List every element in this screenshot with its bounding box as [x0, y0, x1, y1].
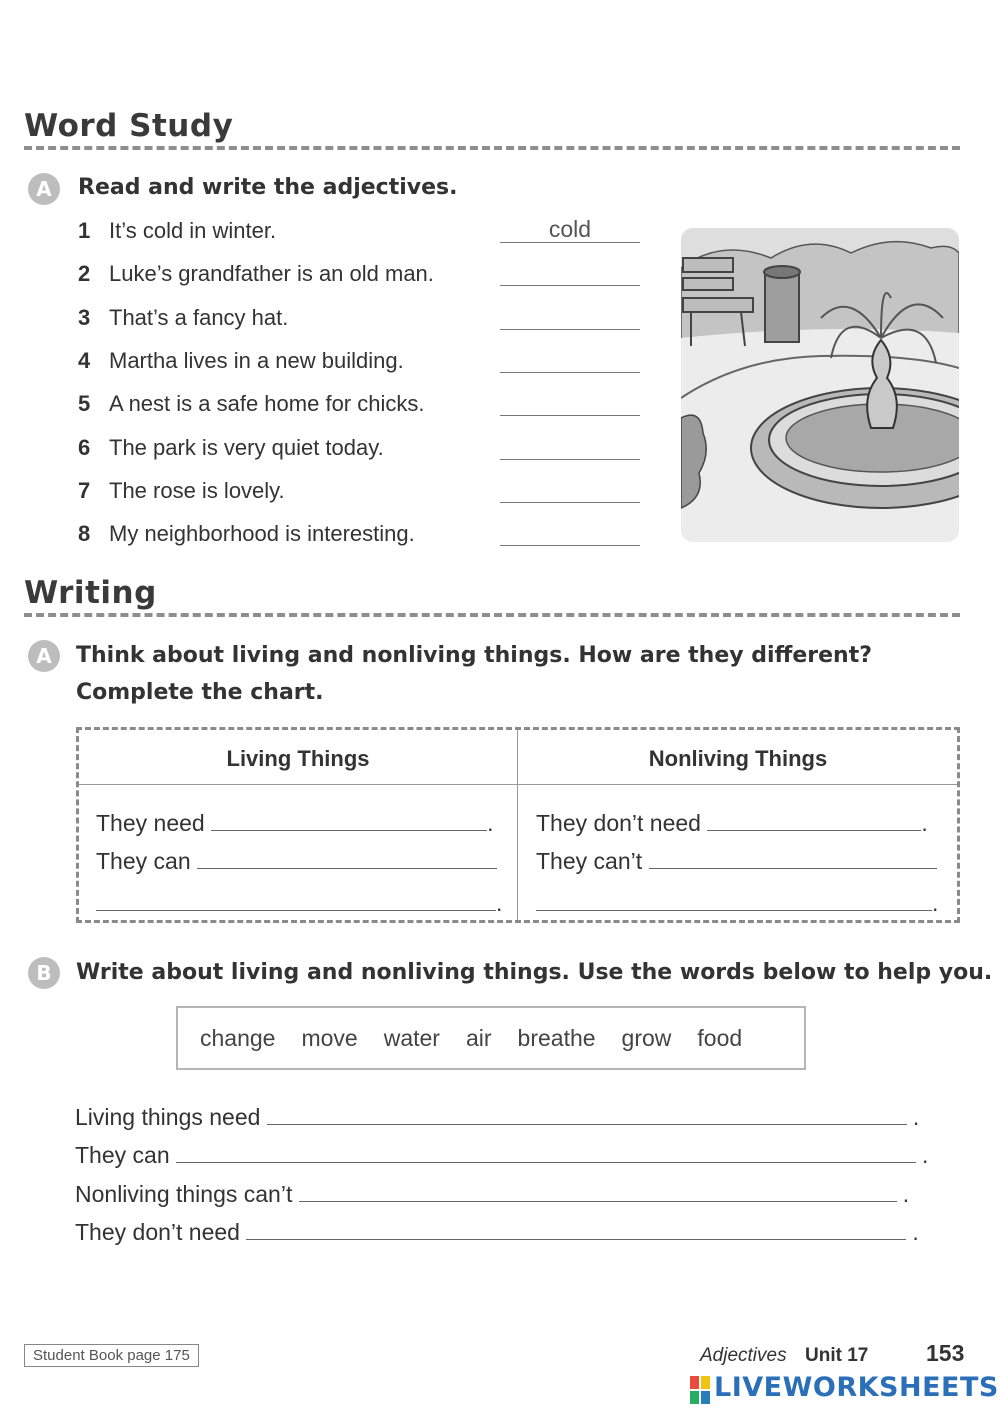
word-study-rule [24, 146, 960, 150]
word-study-item [78, 521, 415, 547]
living-can-period: . [496, 890, 503, 916]
nonliving-can-period: . [932, 890, 939, 916]
nonliving-can-row [536, 846, 937, 875]
nonliving-need-period: . [921, 810, 928, 836]
writing-b-line-3-answer[interactable] [299, 1179, 897, 1202]
word-study-badge-a: A [28, 173, 60, 205]
word-study-answer-field[interactable] [500, 303, 640, 330]
nonliving-need-answer-line[interactable] [707, 808, 921, 831]
word-study-item [78, 261, 434, 287]
nonliving-can-answer-line[interactable] [649, 846, 937, 869]
word-study-answer-field[interactable]: cold [500, 216, 640, 243]
writing-b-line-1-answer[interactable] [267, 1102, 907, 1125]
living-can-label: They can [96, 848, 191, 874]
word-study-item-text: The park is very quiet today. [109, 434, 384, 460]
nonliving-can-row-2 [536, 888, 938, 917]
writing-b-line-1 [75, 1102, 919, 1131]
writing-b-line-2-label: They can [75, 1142, 170, 1168]
word-study-answer-field[interactable] [500, 519, 640, 546]
living-things-header: Living Things [226, 746, 370, 771]
nonliving-need-row [536, 808, 928, 837]
living-can-row-2 [96, 888, 502, 917]
word-study-item-number: 4 [78, 347, 91, 373]
word-study-item [78, 218, 276, 244]
word-study-item [78, 478, 285, 504]
living-need-row [96, 808, 493, 837]
writing-b-line-4 [75, 1217, 919, 1246]
word-study-answer-field[interactable] [500, 346, 640, 373]
student-book-reference: Student Book page 175 [24, 1344, 199, 1367]
chart-header-rule [79, 784, 957, 785]
liveworksheets-logo-icon [690, 1376, 710, 1404]
footer-unit: Unit 17 [805, 1345, 869, 1366]
nonliving-can-label: They can’t [536, 848, 643, 874]
word-bank-word: air [465, 1024, 492, 1051]
writing-badge-b: B [28, 957, 60, 989]
word-study-item [78, 348, 404, 374]
word-bank-word: move [301, 1024, 358, 1051]
living-can-answer-line[interactable] [197, 846, 497, 869]
writing-b-line-3-label: Nonliving things can’t [75, 1181, 293, 1207]
writing-b-line-4-label: They don’t need [75, 1219, 240, 1245]
word-bank-word: food [697, 1024, 743, 1051]
word-study-item [78, 305, 288, 331]
writing-title: Writing [24, 575, 157, 611]
writing-b-instruction: Write about living and nonliving things. Use the words below to help you. [76, 960, 993, 985]
writing-b-line-2 [75, 1140, 928, 1169]
word-study-item-number: 8 [78, 521, 91, 547]
word-study-answer-field[interactable] [500, 476, 640, 503]
living-can-answer-line-2[interactable] [96, 888, 496, 911]
writing-badge-a: A [28, 640, 60, 672]
liveworksheets-brand: LIVEWORKSHEETS [714, 1372, 999, 1403]
nonliving-need-label: They don’t need [536, 810, 701, 836]
word-study-item [78, 391, 424, 417]
writing-b-line-2-period: . [922, 1142, 929, 1168]
writing-b-line-4-answer[interactable] [246, 1217, 906, 1240]
writing-b-line-3-period: . [902, 1181, 910, 1207]
word-bank-word: grow [621, 1024, 672, 1051]
word-study-answer-field[interactable] [500, 259, 640, 286]
living-nonliving-chart [76, 727, 960, 923]
living-need-label: They need [96, 810, 205, 836]
word-study-answer-field[interactable] [500, 433, 640, 460]
park-fountain-picture [681, 228, 959, 542]
word-study-item-number: 6 [78, 434, 91, 460]
footer-topic: Adjectives [700, 1345, 787, 1366]
nonliving-things-header: Nonliving Things [648, 746, 828, 771]
park-fountain-illustration [681, 228, 959, 542]
writing-b-line-1-period: . [912, 1104, 920, 1130]
writing-b-line-1-label: Living things need [75, 1104, 261, 1130]
living-can-row [96, 846, 497, 875]
word-study-item-number: 1 [78, 218, 91, 243]
living-need-period: . [487, 810, 494, 836]
writing-rule [24, 613, 960, 617]
word-bank [176, 1006, 806, 1070]
writing-b-line-3 [75, 1179, 909, 1208]
writing-b-line-2-answer[interactable] [176, 1140, 916, 1163]
word-study-item-text: Luke’s grandfather is an old man. [109, 261, 434, 287]
word-study-item-text: The rose is lovely. [109, 477, 285, 503]
writing-a-instruction-line1: Think about living and nonliving things. How are they different? [76, 643, 872, 668]
nonliving-can-answer-line-2[interactable] [536, 888, 932, 911]
word-study-item-number: 7 [78, 477, 91, 503]
word-study-item-text: It’s cold in winter. [109, 218, 277, 243]
word-bank-word: change [200, 1024, 276, 1051]
writing-a-instruction-line2: Complete the chart. [76, 680, 324, 705]
page-number: 153 [926, 1340, 965, 1366]
chart-divider [517, 730, 518, 920]
word-bank-word: water [383, 1024, 440, 1051]
word-study-item-number: 5 [78, 391, 91, 417]
word-bank-word: breathe [517, 1024, 596, 1051]
word-study-item-text: That’s a fancy hat. [109, 304, 289, 330]
word-study-answer-field[interactable] [500, 389, 640, 416]
word-study-instruction: Read and write the adjectives. [78, 175, 458, 200]
word-study-item-text: My neighborhood is interesting. [109, 521, 415, 547]
writing-b-line-4-period: . [912, 1219, 919, 1245]
word-study-item-number: 3 [78, 304, 91, 330]
word-study-item-text: A nest is a safe home for chicks. [109, 391, 425, 417]
word-study-item-text: Martha lives in a new building. [109, 347, 404, 373]
word-study-title: Word Study [24, 108, 234, 144]
word-study-item [78, 435, 384, 461]
living-need-answer-line[interactable] [211, 808, 487, 831]
word-study-item-number: 2 [78, 261, 91, 287]
